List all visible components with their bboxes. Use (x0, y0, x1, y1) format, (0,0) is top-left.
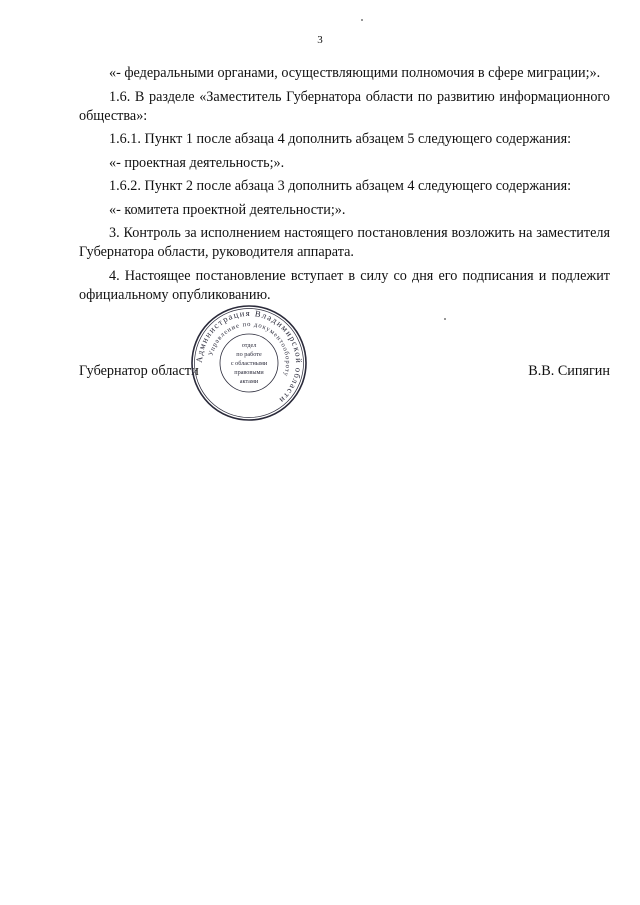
seal-inner-ring-text: Управление по документообороту (207, 320, 292, 378)
paragraph-migration: «- федеральными органами, осуществляющими полномочия в сфере миграции;». (109, 65, 601, 81)
paragraph-entry-into-force: 4. Настоящее постановление вступает в силу со дня его подписания и подлежит официальному опубликованию. (79, 267, 610, 303)
seal-center-line: актами (239, 378, 259, 385)
signatory-title: Губернатор области (79, 363, 199, 379)
paragraph-project-activity: «- проектная деятельность;». (109, 154, 285, 171)
signatory-name: В.В. Сипягин (528, 363, 610, 379)
seal-center-line: отдел (241, 342, 257, 349)
document-body (79, 64, 610, 309)
page-number: 3 (317, 34, 323, 46)
paragraph-1-6-1: 1.6.1. Пункт 1 после абзаца 4 дополнить абзацем 5 следующего содержания: (109, 131, 572, 147)
seal-center-line: по работе (236, 351, 262, 358)
scan-artifact-dot (361, 19, 363, 21)
official-seal-stamp (189, 303, 309, 423)
scan-artifact-dot (444, 318, 446, 320)
paragraph-control: 3. Контроль за исполнением настоящего постановления возложить на заместителя Губернатора области, руководителя аппарата. (79, 225, 610, 260)
seal-center-line: с областными (230, 360, 268, 367)
paragraph-section-1-6: 1.6. В разделе «Заместитель Губернатора области по развитию информационного общества»: (79, 88, 610, 124)
paragraph-1-6-2: 1.6.2. Пункт 2 после абзаца 3 дополнить абзацем 4 следующего содержания: (109, 178, 572, 194)
seal-center-text (231, 342, 268, 385)
seal-outer-ring-text: Администрация Владимирской области (193, 307, 305, 406)
paragraph-project-committee: «- комитета проектной деятельности;». (109, 201, 346, 218)
seal-graphic (189, 303, 309, 423)
seal-center-line: правовыми (234, 369, 264, 376)
